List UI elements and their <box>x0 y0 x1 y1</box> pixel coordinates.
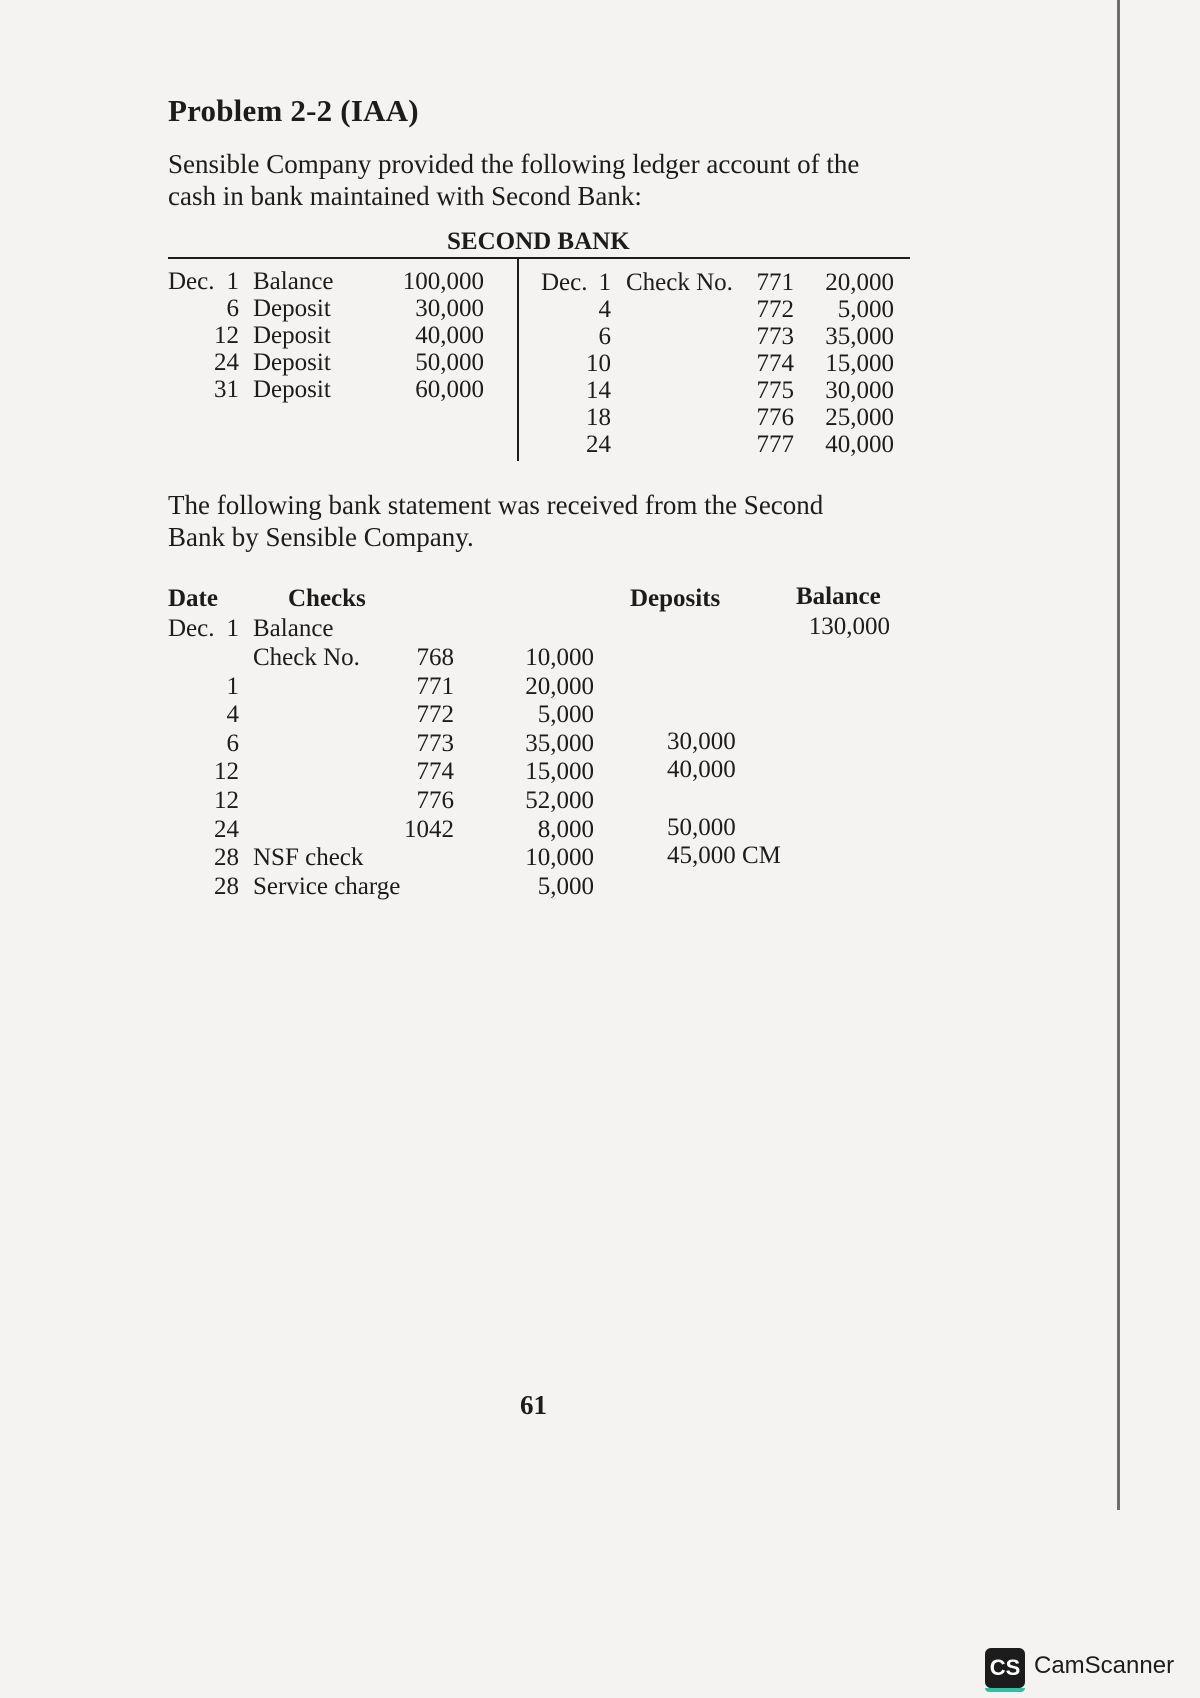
statement-check-amount: 35,000 <box>525 729 594 757</box>
header-deposits: Deposits <box>630 585 721 612</box>
ledger-debit-desc: Deposit <box>253 376 331 403</box>
statement-check-amount: 5,000 <box>537 701 594 729</box>
ledger-debit-day: 12 <box>214 322 239 349</box>
ledger-debit-day: 1 <box>226 268 239 295</box>
statement-check-no: 1042 <box>404 815 454 843</box>
statement-check-amount: 10,000 <box>525 644 594 671</box>
ledger-debit-amount: 50,000 <box>415 349 484 376</box>
ledger-credit-amount: 40,000 <box>825 431 894 458</box>
statement-deposit: 50,000 <box>667 813 736 841</box>
ledger-credit-month: Dec. <box>541 269 588 296</box>
ledger-credit-check: 772 <box>756 296 794 323</box>
statement-check-no: 773 <box>416 729 454 757</box>
intro-line-2: cash in bank maintained with Second Bank: <box>168 181 642 211</box>
statement-check-amount: 15,000 <box>525 758 594 786</box>
ledger-center-rule <box>517 258 519 461</box>
statement-intro-line-1: The following bank statement was received from the Second <box>168 490 824 520</box>
ledger-debit-amount: 30,000 <box>415 295 484 322</box>
header-date: Date <box>168 585 218 612</box>
header-checks: Checks <box>288 585 366 612</box>
ledger-credit-check: 775 <box>756 377 794 404</box>
statement-day: 6 <box>226 729 239 757</box>
opening-balance: 130,000 <box>808 613 890 640</box>
ledger-credit-day: 18 <box>586 404 611 431</box>
ledger-credit-amount: 15,000 <box>825 350 894 377</box>
ledger-debit-amount: 40,000 <box>415 322 484 349</box>
ledger-debit-desc: Deposit <box>253 349 331 376</box>
ledger-credit-day: 10 <box>586 350 611 377</box>
statement-day: 28 <box>214 872 239 900</box>
statement-check-amount: 52,000 <box>525 787 594 814</box>
statement-deposit: 30,000 <box>667 727 736 755</box>
ledger-credit-day: 1 <box>598 269 611 296</box>
header-balance: Balance <box>796 583 881 610</box>
ledger-debit-day: 24 <box>214 349 239 376</box>
ledger-credit-check: 771 <box>756 269 794 296</box>
ledger-debit-day: 31 <box>214 376 239 403</box>
ledger-credit-amount: 20,000 <box>825 269 894 296</box>
opening-day: 1 <box>226 615 239 642</box>
statement-check-no: 771 <box>416 672 454 700</box>
statement-day: 24 <box>214 815 239 843</box>
statement-check-no: 772 <box>416 701 454 729</box>
statement-day: 4 <box>226 701 239 729</box>
opening-month: Dec. <box>168 615 215 642</box>
ledger-top-rule <box>168 257 910 259</box>
ledger-credit-check: 773 <box>756 323 794 350</box>
camscanner-logo-icon: CS <box>985 1648 1025 1688</box>
ledger-credit-check: 777 <box>756 431 794 458</box>
statement-check-no: 768 <box>416 644 454 671</box>
statement-deposit: 40,000 <box>667 756 736 784</box>
statement-desc: NSF check <box>253 844 364 872</box>
ledger-credit-amount: 25,000 <box>825 404 894 431</box>
ledger-title: SECOND BANK <box>447 228 630 255</box>
page-number: 61 <box>520 1390 547 1420</box>
statement-day: 12 <box>214 787 239 814</box>
statement-intro-line-2: Bank by Sensible Company. <box>168 522 474 552</box>
statement-day: 12 <box>214 758 239 786</box>
ledger-debit-day: 6 <box>226 295 239 322</box>
ledger-credit-day: 24 <box>586 431 611 458</box>
statement-day: 1 <box>226 672 239 700</box>
ledger-credit-check: 774 <box>756 350 794 377</box>
statement-check-amount: 8,000 <box>537 815 594 843</box>
ledger-debit-desc: Balance <box>253 268 334 295</box>
ledger-credit-check: 776 <box>756 404 794 431</box>
ledger-debit-desc: Deposit <box>253 322 331 349</box>
ledger-credit-day: 14 <box>586 377 611 404</box>
ledger-debit-desc: Deposit <box>253 295 331 322</box>
statement-desc: Service charge <box>253 872 401 900</box>
intro-line-1: Sensible Company provided the following ledger account of the <box>168 149 860 179</box>
statement-check-amount: 10,000 <box>525 844 594 872</box>
ledger-credit-amount: 5,000 <box>837 296 894 323</box>
statement-deposit: 45,000 CM <box>667 842 781 870</box>
ledger-credit-desc: Check No. <box>626 269 733 296</box>
problem-title: Problem 2-2 (IAA) <box>168 93 419 128</box>
statement-check-no: 776 <box>416 787 454 814</box>
page-edge-shadow <box>1117 0 1120 1510</box>
statement-check-no: 774 <box>416 758 454 786</box>
ledger-credit-amount: 30,000 <box>825 377 894 404</box>
ledger-credit-amount: 35,000 <box>825 323 894 350</box>
ledger-credit-day: 6 <box>598 323 611 350</box>
opening-desc: Balance <box>253 615 334 642</box>
statement-desc: Check No. <box>253 644 360 671</box>
ledger-debit-amount: 100,000 <box>402 268 484 295</box>
ledger-debit-amount: 60,000 <box>415 376 484 403</box>
statement-check-amount: 5,000 <box>537 872 594 900</box>
camscanner-label: CamScanner <box>1034 1652 1175 1679</box>
statement-day: 28 <box>214 844 239 872</box>
statement-check-amount: 20,000 <box>525 672 594 700</box>
ledger-credit-day: 4 <box>598 296 611 323</box>
ledger-debit-month: Dec. <box>168 268 215 295</box>
